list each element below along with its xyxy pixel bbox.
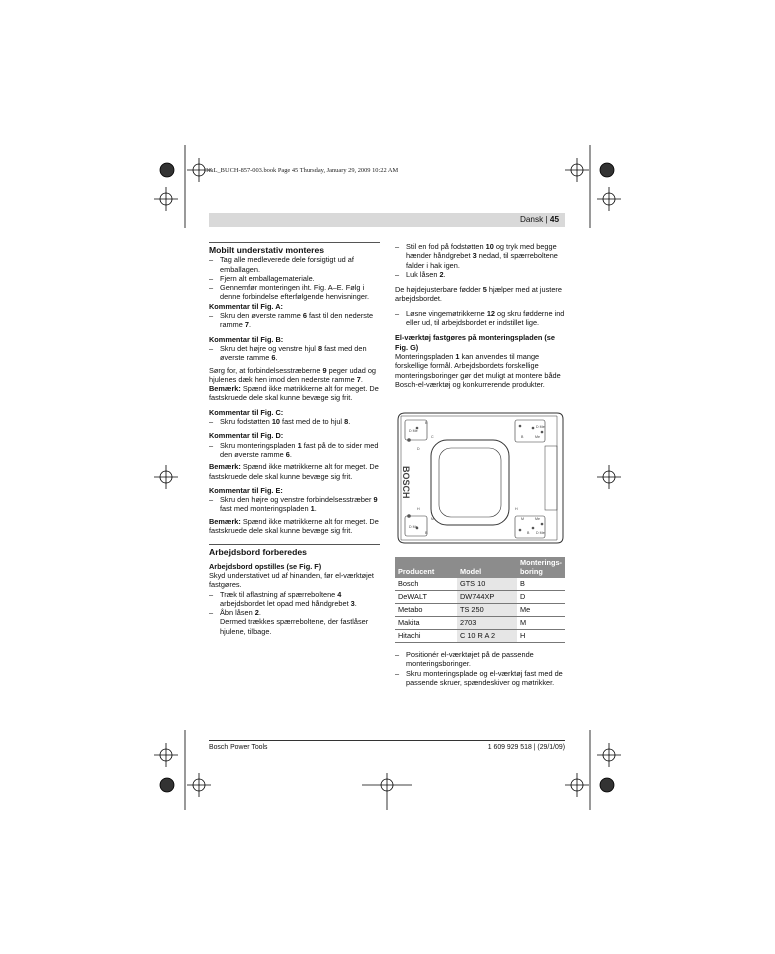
- plate-label: C: [431, 435, 434, 439]
- fig-g-heading: El-værktøj fastgøres på monteringspladen (se Fig. G): [395, 333, 555, 352]
- text: Stil en fod på fodstøtten: [406, 242, 486, 251]
- table-row: [395, 604, 565, 617]
- ref-number: 2: [439, 269, 444, 279]
- list-item-continuation: Dermed trækkes spærreboltene, der fastlåser hjulene, tilbage.: [220, 617, 369, 636]
- list-item: – Positionér el-værktøjet på de passende monteringsboringer.: [395, 650, 534, 669]
- table-cell: B: [517, 578, 565, 591]
- list-item: – Løsne vingemøtrikkerne 12 og skru fødderne ind eller ud, til arbejdsbordet er indstillet lige.: [395, 308, 565, 328]
- plate-label: D Me: [409, 429, 418, 433]
- ref-number: 8: [344, 417, 349, 427]
- text: Løsne vingemøtrikkerne: [406, 308, 487, 318]
- table-row: [395, 578, 565, 591]
- table-cell: Metabo: [395, 604, 457, 617]
- note-label: Bemærk:: [209, 516, 241, 526]
- list-item: – Gennemfør monteringen iht. Fig. A–E. Følg i denne forbindelse efterfølgende henvisninger.: [209, 283, 370, 302]
- ref-number: 6: [302, 311, 307, 321]
- paragraph: [395, 352, 565, 389]
- ref-number: 1: [297, 440, 302, 450]
- list-item: – Skru den øverste ramme 6 fast til den nederste ramme 7.: [209, 311, 374, 330]
- plate-label: M: [431, 517, 434, 521]
- plate-label: H: [515, 507, 518, 511]
- right-column-bottom: [395, 650, 565, 687]
- text: Skru monteringspladen: [220, 440, 298, 450]
- table-cell: Makita: [395, 617, 457, 630]
- section-title-mount-stand: Mobilt understativ monteres: [209, 242, 380, 255]
- table-cell: Bosch: [395, 578, 457, 591]
- file-header: O&L_BUCH-857-003.book Page 45 Thursday, January 29, 2009 10:22 AM: [204, 167, 399, 174]
- fig-d-heading: Kommentar til Fig. D:: [209, 431, 284, 441]
- ref-number: 5: [482, 285, 487, 295]
- text: Åbn låsen: [220, 608, 255, 618]
- note: [209, 517, 380, 536]
- note-label: Bemærk:: [209, 384, 241, 394]
- left-column: [209, 242, 380, 636]
- table-cell: 2703: [457, 617, 517, 630]
- note-label: Bemærk:: [209, 462, 241, 472]
- ref-number: 9: [322, 365, 327, 375]
- mounting-table: [395, 557, 565, 643]
- list-item: – Træk til aflastning af spærreboltene 4 arbejdsbordet let opad med håndgrebet 3.: [209, 589, 357, 608]
- ref-number: 12: [486, 308, 495, 318]
- text: fast på de to sider med den øverste ramme: [220, 440, 379, 459]
- ref-number: 3: [350, 598, 355, 608]
- page-number: 45: [549, 215, 559, 224]
- text: .: [289, 449, 292, 459]
- note: [209, 462, 380, 481]
- text: .: [360, 374, 363, 384]
- ref-number: 3: [472, 251, 477, 261]
- plate-label: M: [521, 517, 524, 521]
- text: arbejdsbordet let opad med håndgrebet: [220, 598, 351, 608]
- table-header: Monterings- boring: [517, 557, 565, 578]
- table-header-row: [395, 557, 565, 578]
- list-item: – Fjern alt emballagemateriale.: [209, 273, 315, 283]
- paragraph: Skyd understativet ud af hinanden, før el-værktøjet fastgøres.: [209, 570, 374, 590]
- text: .: [348, 417, 351, 427]
- table-row: [395, 591, 565, 604]
- paragraph: [395, 285, 565, 304]
- text: Skru det højre og venstre hjul: [220, 343, 318, 353]
- language-label: Dansk: [519, 215, 544, 224]
- plate-label: Me: [535, 435, 540, 439]
- table-cell: H: [517, 630, 565, 643]
- plate-label: B: [527, 531, 530, 535]
- ref-number: 7: [356, 374, 361, 384]
- note-text: Spænd ikke møtrikkerne alt for meget. De fastskruede dele skal kunne bevæge sig frit.: [209, 516, 379, 536]
- text: Skru den øverste ramme: [220, 311, 303, 321]
- list-item-text: Positionér el-værktøjet på de passende monteringsboringer.: [406, 650, 534, 669]
- mounting-plate-figure: [395, 410, 567, 546]
- text: Skru den højre og venstre forbindelsesstræber: [220, 495, 374, 505]
- plate-brand: BOSCH: [401, 466, 411, 499]
- paragraph: [209, 366, 380, 385]
- table-cell: D: [517, 591, 565, 604]
- text: nedad, til spærreboltene falder i hak igen.: [406, 251, 558, 270]
- list-item: – Åbn låsen 2.: [209, 608, 261, 618]
- list-item: – Stil en fod på fodstøtten 10 og tryk med begge hænder håndgrebet 3 nedad, til spærreboltene falder i hak igen.: [395, 242, 558, 270]
- header-separator: |: [545, 215, 548, 224]
- text: og skru fødderne ind eller ud, til arbejdsbordet er indstillet lige.: [406, 308, 565, 328]
- page-header-bar: [209, 213, 565, 227]
- footer-rule: [209, 740, 565, 741]
- table-cell: C 10 R A 2: [457, 630, 517, 643]
- list-item: – Skru monteringsplade og el-værktøj fast med de passende skruer, spændeskiver og møtrikker.: [395, 668, 563, 687]
- table-cell: TS 250: [457, 604, 517, 617]
- table-header: Model: [457, 557, 517, 578]
- text: fast med den øverste ramme: [220, 343, 367, 363]
- right-column: [395, 242, 565, 389]
- text: fast med de to hjul: [280, 417, 345, 427]
- table-row: [395, 617, 565, 630]
- plate-label: B: [425, 531, 428, 535]
- list-item: – Luk låsen 2.: [395, 269, 446, 279]
- text: fast med monteringspladen: [220, 504, 311, 514]
- plate-label: D Me: [409, 525, 418, 529]
- table-cell: Hitachi: [395, 630, 457, 643]
- ref-number: 6: [285, 449, 290, 459]
- ref-number: 10: [271, 417, 281, 427]
- text: peger udad og hjulenes dæk hen imod den nederste ramme: [209, 365, 376, 384]
- list-item: – Skru monteringspladen 1 fast på de to sider med den øverste ramme 6.: [209, 440, 379, 459]
- text: og tryk med begge hænder håndgrebet: [406, 242, 557, 261]
- list-item-text: Skru monteringsplade og el-værktøj fast med de passende skruer, spændeskiver og møtrikker.: [406, 668, 563, 687]
- text: kan anvendes til mange forskellige formål. Arbejdsbordets forskellige monteringsboringer gør det muligt at montere både Bosch-el-værktøj og konkurrerende produkter.: [395, 351, 561, 389]
- fig-f-heading: Arbejdsbord opstilles (se Fig. F): [209, 561, 322, 571]
- plate-label: D Me: [536, 531, 545, 535]
- plate-label: D: [417, 447, 420, 451]
- ref-number: 1: [310, 504, 315, 514]
- text: .: [354, 598, 357, 608]
- ref-number: 6: [271, 353, 276, 363]
- text: hjælper med at justere arbejdsbordet.: [395, 285, 562, 304]
- text: fast til den nederste ramme: [220, 311, 374, 330]
- note: [209, 384, 380, 403]
- page-header: [520, 215, 559, 224]
- text: .: [248, 320, 252, 330]
- fig-c-heading: Kommentar til Fig. C:: [209, 407, 284, 417]
- table-cell: M: [517, 617, 565, 630]
- text: De højdejusterbare fødder: [395, 285, 483, 295]
- fig-e-heading: Kommentar til Fig. E:: [209, 485, 283, 495]
- table-cell: GTS 10: [457, 578, 517, 591]
- plate-label: H: [417, 507, 420, 511]
- section-title-prepare-table: Arbejdsbord forberedes: [209, 544, 380, 557]
- plate-label: B: [521, 435, 524, 439]
- ref-number: 9: [373, 495, 378, 505]
- list-item-text: Fjern alt emballagemateriale.: [220, 273, 315, 283]
- text: Skru fodstøtten: [220, 417, 272, 427]
- table-cell: DeWALT: [395, 591, 457, 604]
- plate-label: B: [425, 421, 428, 425]
- note-text: Spænd ikke møtrikkerne alt for meget. De fastskruede dele skal kunne bevæge sig frit.: [209, 462, 379, 481]
- table-header: Producent: [395, 557, 457, 578]
- text: .: [314, 504, 317, 514]
- footer-right: 1 609 929 518 | (29/1/09): [487, 744, 565, 751]
- text: .: [258, 608, 261, 618]
- text: Træk til aflastning af spærreboltene: [220, 589, 338, 599]
- list-item: – Skru fodstøtten 10 fast med de to hjul 8.: [209, 417, 351, 427]
- fig-b-heading: Kommentar til Fig. B:: [209, 334, 284, 344]
- plate-label: D Me: [536, 425, 545, 429]
- table-cell: Me: [517, 604, 565, 617]
- table-cell: DW744XP: [457, 591, 517, 604]
- ref-number: 1: [455, 351, 460, 361]
- ref-number: 10: [485, 242, 494, 251]
- ref-number: 7: [244, 320, 249, 330]
- footer-left: Bosch Power Tools: [209, 744, 268, 751]
- list-item-text: Gennemfør monteringen iht. Fig. A–E. Følg i denne forbindelse efterfølgende henvisninger.: [220, 283, 370, 302]
- plate-label: Me: [535, 517, 540, 521]
- fig-a-heading: Kommentar til Fig. A:: [209, 301, 283, 311]
- text: Sørg for, at forbindelsesstræberne: [209, 365, 323, 375]
- text: Luk låsen: [406, 269, 440, 279]
- text: Monteringspladen: [395, 351, 456, 361]
- ref-number: 8: [317, 343, 323, 353]
- text: .: [443, 269, 446, 279]
- list-item: – Tag alle medleverede dele forsigtigt ud af emballagen.: [209, 255, 354, 274]
- ref-number: 4: [337, 589, 342, 599]
- ref-number: 2: [254, 608, 259, 618]
- table-row: [395, 630, 565, 643]
- list-item: – Skru den højre og venstre forbindelsesstræber 9 fast med monteringspladen 1.: [209, 495, 378, 514]
- list-item-text: Tag alle medleverede dele forsigtigt ud af emballagen.: [220, 255, 354, 274]
- text: .: [275, 353, 278, 363]
- note-text: Spænd ikke møtrikkerne alt for meget. De fastskruede dele skal kunne bevæge sig frit.: [209, 384, 379, 403]
- list-item: – Skru det højre og venstre hjul 8 fast med den øverste ramme 6.: [209, 343, 367, 363]
